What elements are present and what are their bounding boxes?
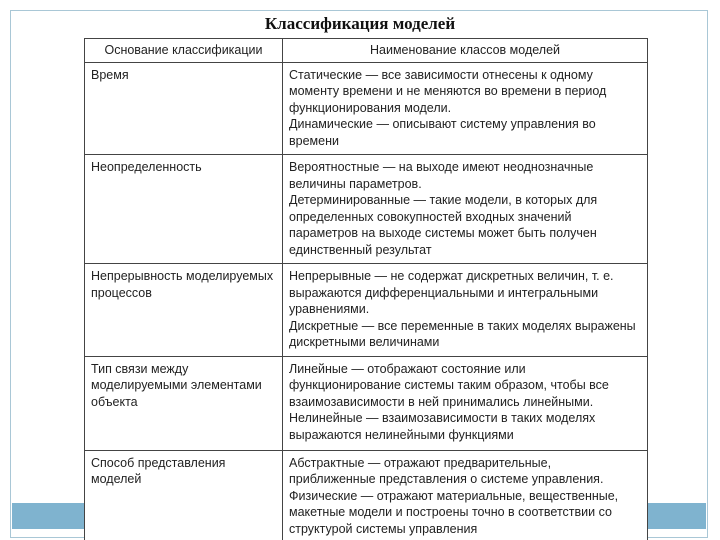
definition-text: Дискретные — все переменные в таких моделях выражены дискретными величинами bbox=[289, 318, 636, 349]
definition-text: Непрерывные — не содержат дискретных величин, т. е. выражаются дифференциальными и интегральными уравнениями. bbox=[289, 269, 614, 316]
definition-text: Физические — отражают материальные, вещественные, макетные модели и построены точно в соответствии со структурой системы управления bbox=[289, 488, 619, 536]
table-row bbox=[85, 264, 648, 357]
definition-text: Динамические — описывают систему управления во времени bbox=[289, 117, 596, 148]
table-row bbox=[85, 450, 648, 540]
row-basis: Неопределенность bbox=[85, 155, 283, 264]
row-definitions bbox=[283, 450, 648, 540]
table-row bbox=[85, 62, 648, 155]
definition-text: Линейные — отображают состояние или функционирование системы таким образом, чтобы все взаимозависимости в ней принимались линейными. bbox=[289, 361, 609, 409]
table-header-row bbox=[85, 39, 648, 63]
slide-title: Классификация моделей bbox=[264, 14, 456, 33]
row-definitions bbox=[283, 155, 648, 264]
row-basis: Способ представления моделей bbox=[85, 450, 283, 540]
row-basis: Тип связи между моделируемыми элементами объекта bbox=[85, 356, 283, 450]
definition-text: Абстрактные — отражают предварительные, приближенные представления о системе управления. bbox=[289, 455, 604, 486]
row-basis: Непрерывность моделируемых процессов bbox=[85, 264, 283, 357]
table-row bbox=[85, 356, 648, 450]
definition-text: Нелинейные — взаимозависимости в таких моделях выражаются нелинейными функциями bbox=[289, 411, 596, 442]
row-basis: Время bbox=[85, 62, 283, 155]
definition-text: Детерминированные — такие модели, в которых для определенных совокупностей входных значений параметров на выходе системы может быть получен единственный результат bbox=[289, 193, 598, 257]
classification-table bbox=[84, 38, 648, 540]
header-classes: Наименование классов моделей bbox=[283, 39, 648, 63]
classification-table-container bbox=[84, 38, 648, 540]
table-row bbox=[85, 155, 648, 264]
definition-text: Статические — все зависимости отнесены к одному моменту времени и не меняются во времени в период функционирования модели. bbox=[289, 67, 607, 115]
definition-text: Вероятностные — на выходе имеют неоднозначные величины параметров. bbox=[289, 160, 594, 191]
row-definitions bbox=[283, 62, 648, 155]
row-definitions bbox=[283, 356, 648, 450]
row-definitions bbox=[283, 264, 648, 357]
header-basis: Основание классификации bbox=[85, 39, 283, 63]
